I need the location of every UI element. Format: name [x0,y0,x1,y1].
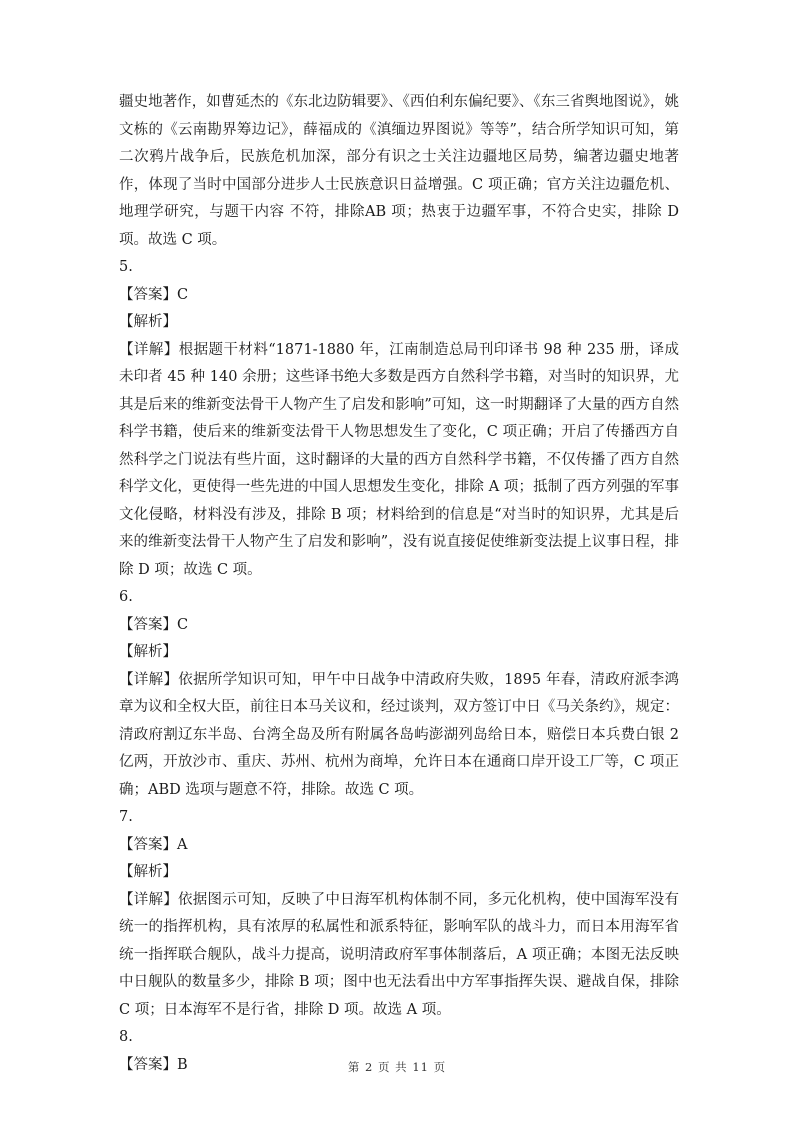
analysis-label-6: 【解析】 [119,644,177,660]
answer-label-7: 【答案】A [119,836,188,853]
analysis-label-5: 【解析】 [119,314,177,330]
explanation-paragraph-6: 【详解】依据所学知识可知，甲午中日战争中清政府失败，1895 年春，清政府派李鸿章为议和全权大臣，前往日本马关议和，经过谈判，双方签订中日《马关条约》，规定：清政府割辽东半岛、台湾全岛及所有附属各岛屿澎湖列岛给日本，赔偿日本兵费白银 2 亿两，开放沙市、重庆、苏州、杭州为商埠，允许日本在通商口岸开设工厂等，C 项正确；ABD 选项与题意不符，排除。故选 C 项。 [119,671,679,798]
question-number-6: 6. [119,589,133,605]
answer-label-6: 【答案】C [119,616,189,633]
question-number-7: 7. [119,809,133,825]
question-number-8: 8. [119,1029,133,1045]
page-body [119,89,679,1079]
page-number-footer: 第 2 页 共 11 页 [347,1060,447,1074]
answer-label-5: 【答案】C [119,286,189,303]
answer-label-8: 【答案】B [119,1056,188,1073]
explanation-paragraph-7: 【详解】依据图示可知，反映了中日海军机构体制不同，多元化机构，使中国海军没有统一的指挥机构，具有浓厚的私属性和派系特征，影响军队的战斗力，而日本用海军省统一指挥联合舰队，战斗力提高，说明清政府军事体制落后，A 项正确；本图无法反映中日舰队的数量多少，排除 B 项；图中也无法看出中方军事指挥失误、避战自保，排除 C 项；日本海军不是行省，排除 D 项。故选 A 项。 [119,891,679,1018]
explanation-paragraph-5: 【详解】根据题干材料“1871-1880 年，江南制造总局刊印译书 98 种 235 册，译成未印者 45 种 140 余册；这些译书绝大多数是西方自然科学书籍，对当时的知识界，尤其是后来的维新变法骨干人物产生了启发和影响”可知，这一时期翻译了大量的西方自然科学书籍，使后来的维新变法骨干人物思想发生了变化，C 项正确；开启了传播西方自然科学之门说法有些片面，这时翻译的大量的西方自然科学书籍，不仅传播了西方自然科学文化，更使得一些先进的中国人思想发生变化，排除 A 项；抵制了西方列强的军事文化侵略，材料没有涉及，排除 B 项；材料给到的信息是“对当时的知识界，尤其是后来的维新变法骨干人物产生了启发和影响”，没有说直接促使维新变法提上议事日程，排除 D 项；故选 C 项。 [119,341,679,578]
explanation-paragraph-q4-continued: 疆史地著作，如曹延杰的《东北边防辑要》、《西伯利东偏纪要》、《东三省舆地图说》，姚文栋的《云南勘界筹边记》，薛福成的《滇缅边界图说》等等”，结合所学知识可知，第二次鸦片战争后，民族危机加深，部分有识之士关注边疆地区局势，编著边疆史地著作，体现了当时中国部分进步人士民族意识日益增强。C 项正确；官方关注边疆危机、地理学研究，与题干内容 不符，排除AB 项；热衷于边疆军事，不符合史实，排除 D 项。故选 C 项。 [119,94,679,248]
analysis-label-7: 【解析】 [119,864,177,880]
question-number-5: 5. [119,259,133,275]
